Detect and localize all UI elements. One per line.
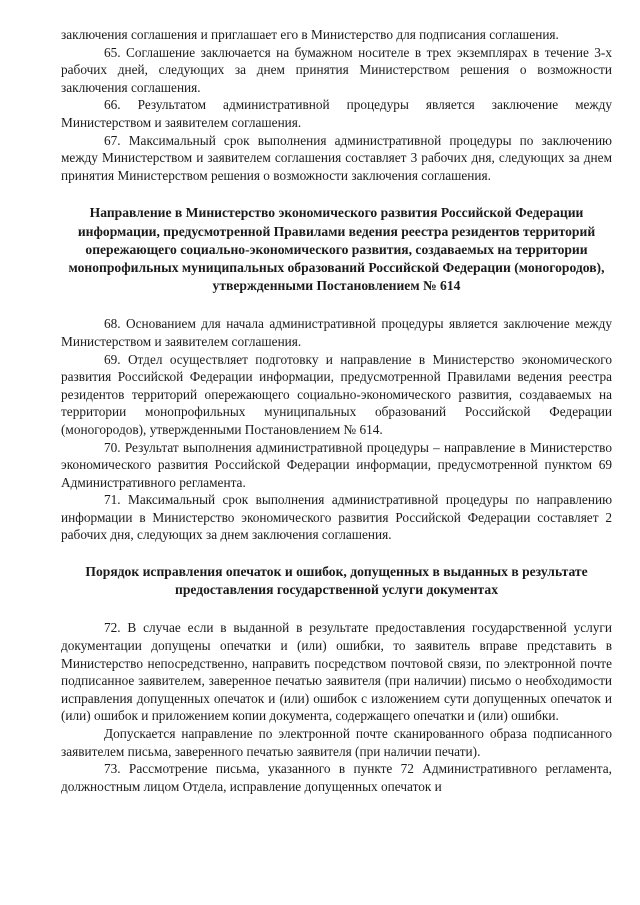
paragraph-66: 66. Результатом административной процедуры является заключение между Министерством и заявителем соглашения. <box>61 97 612 130</box>
paragraph-69: 69. Отдел осуществляет подготовку и направление в Министерство экономического развития Российской Федерации информации, предусмотренной Правилами ведения реестра резидентов территорий опережающего социально-экономического развития, создаваемых на территории монопрофильных муниципальных образований Российской Федерации (моногородов), утвержденными Постановлением № 614. <box>61 351 612 437</box>
paragraph-72: 72. В случае если в выданной в результате предоставления государственной услуги документации допущены опечатки и (или) ошибки, то заявитель вправе представить в Министерство непосредственно, направить посредством почтовой связи, по электронной почте подписанное заявителем, заверенное печатью заявителя (при наличии) письмо о необходимости исправления допущенных опечаток и (или) ошибок с изложением сути допущенных опечаток и (или) ошибок и приложением копии документа, содержащего опечатки и (или) ошибки. <box>61 620 612 724</box>
paragraph-65: 65. Соглашение заключается на бумажном носителе в трех экземплярах в течение 3-х рабочих дней, следующих за днем принятия Министерством решения о возможности заключения соглашения. <box>61 44 612 95</box>
paragraph-72-note: Допускается направление по электронной почте сканированного образа подписанного заявителем письма, заверенного печатью заявителя (при наличии печати). <box>61 726 612 759</box>
paragraph-68: 68. Основанием для начала административной процедуры является заключение между Министерством и заявителем соглашения. <box>61 316 612 349</box>
paragraph-70: 70. Результат выполнения административной процедуры – направление в Министерство экономического развития Российской Федерации информации, предусмотренной пунктом 69 Административного регламента. <box>61 439 612 490</box>
paragraph-71: 71. Максимальный срок выполнения административной процедуры по направлению информации в Министерство экономического развития Российской Федерации составляет 2 рабочих дня, следующих за днем заключения соглашения. <box>61 492 612 543</box>
paragraph-continuation: заключения соглашения и приглашает его в Министерство для подписания соглашения. <box>61 27 559 42</box>
paragraph-73: 73. Рассмотрение письма, указанного в пункте 72 Административного регламента, должностным лицом Отдела, исправление допущенных опечаток и <box>61 761 612 794</box>
section-heading-error-correction: Порядок исправления опечаток и ошибок, допущенных в выданных в результате предоставления государственной услуги документах <box>85 564 588 598</box>
section-heading-ministry-information: Направление в Министерство экономического развития Российской Федерации информации, предусмотренной Правилами ведения реестра резидентов территорий опережающего социально-экономического развития, создаваемых на территории монопрофильных муниципальных образований Российской Федерации (моногородов), утвержденными Постановлением № 614 <box>68 205 605 294</box>
paragraph-67: 67. Максимальный срок выполнения административной процедуры по заключению между Министерством и заявителем соглашения составляет 3 рабочих дня, следующих за днем принятия Министерством решения о возможности заключения соглашения. <box>61 132 612 183</box>
